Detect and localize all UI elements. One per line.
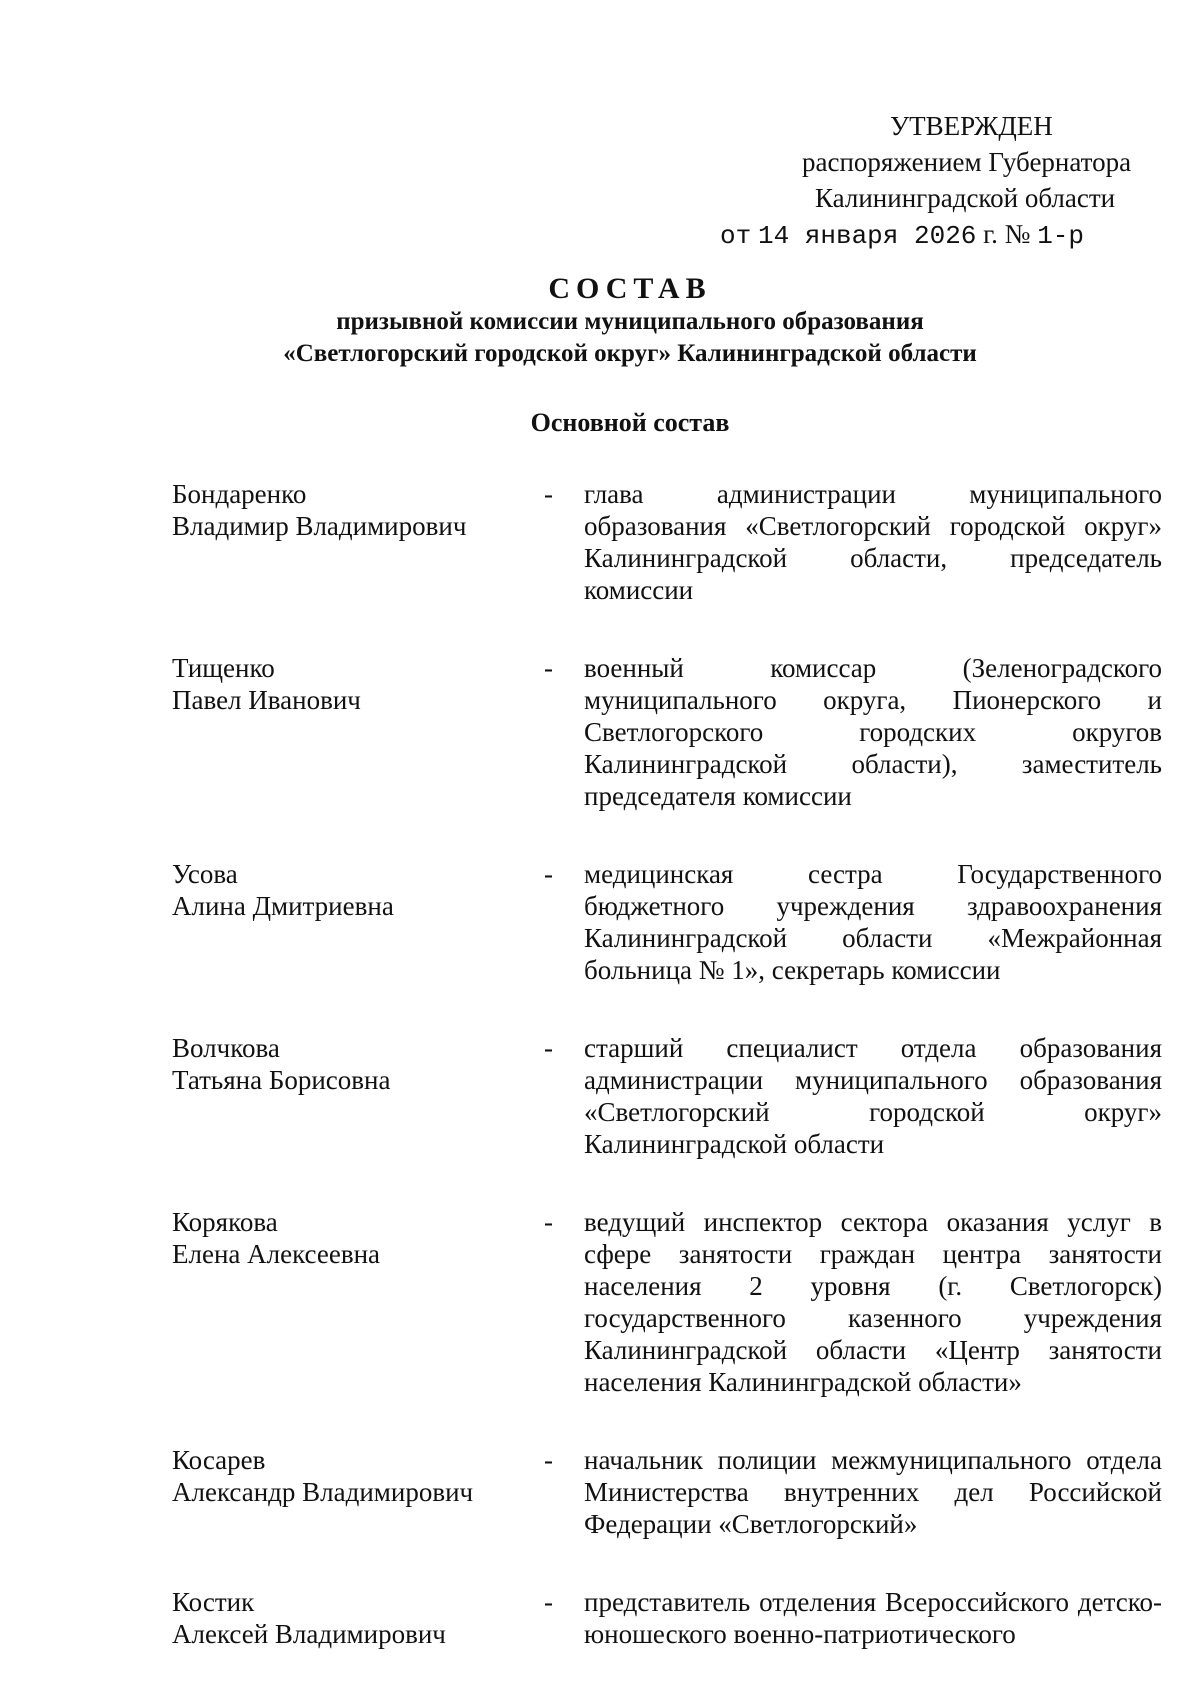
approval-authority: распоряжением Губернатора bbox=[802, 147, 1132, 177]
list-item bbox=[172, 858, 1162, 986]
separator-dash: - bbox=[544, 1445, 553, 1475]
member-name bbox=[172, 1444, 542, 1508]
date-prefix: от bbox=[720, 221, 752, 251]
list-item bbox=[172, 1032, 1162, 1160]
member-name bbox=[172, 478, 542, 542]
document-heading bbox=[0, 272, 1200, 370]
document-title: СОСТАВ bbox=[548, 272, 712, 305]
list-item bbox=[172, 1444, 1162, 1540]
separator-dash: - bbox=[544, 479, 553, 509]
list-item bbox=[172, 1586, 1162, 1650]
member-role: представитель отделения Всероссийского детско-юношеского военно-патриотического bbox=[584, 1587, 1162, 1649]
member-name bbox=[172, 858, 542, 922]
member-role: старший специалист отдела образования администрации муниципального образования «Светлогорский городской округ» Калининградской области bbox=[584, 1033, 1162, 1159]
document-subtitle-line-1: призывной комиссии муниципального образования bbox=[336, 308, 924, 335]
date-number-label: г. № bbox=[983, 219, 1031, 249]
member-surname: Волчкова bbox=[172, 1033, 280, 1063]
document-subtitle-line-2: «Светлогорский городской округ» Калининградской области bbox=[283, 340, 977, 367]
member-role: медицинская сестра Государственного бюджетного учреждения здравоохранения Калининградской области «Межрайонная больница № 1», секретарь комиссии bbox=[584, 859, 1162, 985]
member-given-names: Татьяна Борисовна bbox=[172, 1065, 391, 1095]
member-given-names: Владимир Владимирович bbox=[172, 511, 467, 541]
member-surname: Косарев bbox=[172, 1445, 266, 1475]
list-item bbox=[172, 478, 1162, 606]
member-surname: Корякова bbox=[172, 1207, 278, 1237]
member-role: глава администрации муниципального образования «Светлогорский городской округ» Калининградской области, председатель комиссии bbox=[584, 479, 1162, 605]
member-surname: Бондаренко bbox=[172, 479, 307, 509]
member-given-names: Алина Дмитриевна bbox=[172, 891, 394, 921]
approval-region: Калининградской области bbox=[815, 183, 1116, 213]
member-surname: Усова bbox=[172, 859, 238, 889]
date-value: 14 января 2026 bbox=[757, 221, 977, 251]
approval-title: УТВЕРЖДЕН bbox=[890, 111, 1053, 141]
section-title: Основной состав bbox=[530, 408, 730, 437]
separator-dash: - bbox=[544, 1587, 553, 1617]
member-name bbox=[172, 1032, 542, 1096]
member-given-names: Алексей Владимирович bbox=[172, 1619, 446, 1649]
member-given-names: Павел Иванович bbox=[172, 685, 361, 715]
member-name bbox=[172, 1206, 542, 1270]
separator-dash: - bbox=[544, 859, 553, 889]
section-heading bbox=[0, 408, 1200, 438]
separator-dash: - bbox=[544, 1207, 553, 1237]
list-item bbox=[172, 652, 1162, 812]
member-role: начальник полиции межмуниципального отдела Министерства внутренних дел Российской Федерации «Светлогорский» bbox=[584, 1445, 1162, 1539]
order-number: 1-р bbox=[1037, 221, 1085, 251]
member-surname: Костик bbox=[172, 1587, 255, 1617]
member-given-names: Елена Алексеевна bbox=[172, 1239, 380, 1269]
member-surname: Тищенко bbox=[172, 653, 275, 683]
approval-date-line bbox=[720, 218, 1084, 252]
separator-dash: - bbox=[544, 653, 553, 683]
member-role: ведущий инспектор сектора оказания услуг в сфере занятости граждан центра занятости населения 2 уровня (г. Светлогорск) государственного казенного учреждения Калининградской области «Центр занятости населения Калининградской области» bbox=[584, 1207, 1162, 1397]
member-role: военный комиссар (Зеленоградского муниципального округа, Пионерского и Светлогорского городских округов Калининградской области), заместитель председателя комиссии bbox=[584, 653, 1162, 811]
list-item bbox=[172, 1206, 1162, 1398]
member-name bbox=[172, 1586, 542, 1650]
members-list bbox=[172, 478, 1162, 1696]
member-given-names: Александр Владимирович bbox=[172, 1477, 474, 1507]
member-name bbox=[172, 652, 542, 716]
separator-dash: - bbox=[544, 1033, 553, 1063]
